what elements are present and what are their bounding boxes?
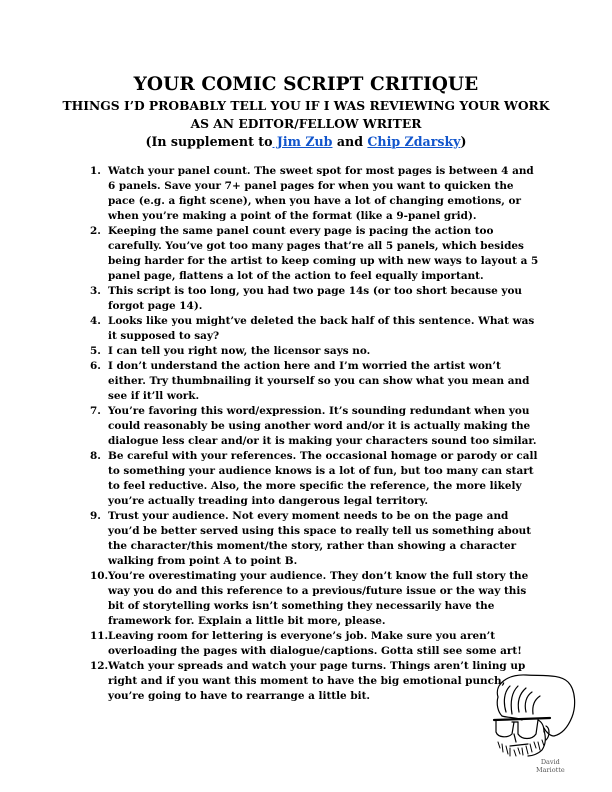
item-text: I don’t understand the action here and I’m worried the artist won’t either. Try thumbnailing it yourself so you can show what you mean and see if it’ll work. — [108, 360, 530, 402]
item-number: 2. — [90, 225, 101, 237]
portrait-caption — [536, 758, 565, 774]
item-number: 6. — [90, 360, 101, 372]
list-item — [90, 404, 540, 449]
item-text: Leaving room for lettering is everyone’s job. Make sure you aren’t overloading the pages with dialogue/captions. Gotta still see some art! — [108, 630, 522, 657]
list-item — [90, 359, 540, 404]
item-text: This script is too long, you had two page 14s (or too short because you forgot page 14). — [108, 285, 523, 312]
list-item — [90, 314, 540, 344]
item-number: 10. — [90, 570, 109, 582]
item-number: 7. — [90, 405, 101, 417]
supplement-middle: and — [332, 134, 368, 149]
item-number: 5. — [90, 345, 101, 357]
item-number: 12. — [90, 660, 109, 672]
item-number: 11. — [90, 630, 109, 642]
subtitle-line-2: AS AN EDITOR/FELLOW WRITER — [190, 116, 422, 131]
item-text: Watch your panel count. The sweet spot for most pages is between 4 and 6 panels. Save your 7+ panel pages for when you want to quicken the pace (e.g. a fight scene), when you have a lot of changing emotions, or when you’re making a point of the format (like a 9-panel grid). — [108, 165, 534, 222]
list-item — [90, 344, 540, 359]
item-text: Watch your spreads and watch your page turns. Things aren’t lining up right and if you want this moment to have the big emotional punch, you’re going to have to rearrange a little bit. — [108, 660, 526, 702]
item-number: 9. — [90, 510, 101, 522]
list-item — [90, 164, 540, 224]
item-number: 4. — [90, 315, 101, 327]
item-text: You’re overestimating your audience. They don’t know the full story the way you do and this reference to a previous/future issue or the way this bit of storytelling works isn’t something they necessarily have the framework for. Explain a little bit more, please. — [108, 570, 529, 627]
supplement-line — [0, 134, 612, 149]
link-chip-zdarsky[interactable]: Chip Zdarsky — [367, 134, 461, 149]
list-item — [90, 569, 540, 629]
list-item — [90, 659, 540, 704]
caption-last-name: Mariotte — [536, 766, 565, 774]
item-text: Trust your audience. Not every moment needs to be on the page and you’d be better served using this space to really tell us something about the character/this moment/the story, rather than showing a character walking from point A to point B. — [108, 510, 532, 567]
link-jim-zub[interactable]: Jim Zub — [272, 134, 333, 149]
list-item — [90, 449, 540, 509]
item-number: 3. — [90, 285, 101, 297]
item-text: You’re favoring this word/expression. It’s sounding redundant when you could reasonably be using another word and/or it is actually making the dialogue less clear and/or it is making your characters sound too similar. — [108, 405, 537, 447]
caption-first-name: David — [540, 758, 560, 766]
page-title: YOUR COMIC SCRIPT CRITIQUE — [133, 74, 479, 95]
subtitle-line-1: THINGS I’D PROBABLY TELL YOU IF I WAS REVIEWING YOUR WORK — [62, 98, 550, 113]
critique-list — [90, 164, 540, 704]
item-number: 8. — [90, 450, 101, 462]
item-text: Be careful with your references. The occasional homage or parody or call to something your audience knows is a lot of fun, but too many can start to feel reductive. Also, the more specific the reference, the more likely you’re actually treading into dangerous legal territory. — [108, 450, 538, 507]
item-text: I can tell you right now, the licensor says no. — [108, 345, 371, 357]
list-item — [90, 284, 540, 314]
item-number: 1. — [90, 165, 101, 177]
list-item — [90, 509, 540, 569]
supplement-suffix: ) — [460, 134, 467, 149]
supplement-prefix: (In supplement to — [145, 134, 273, 149]
list-item — [90, 224, 540, 284]
item-text: Keeping the same panel count every page is pacing the action too carefully. You’ve got too many pages that’re all 5 panels, which besides being harder for the artist to keep coming up with new ways to layout a 5 panel page, flattens a lot of the action to feel equally important. — [108, 225, 539, 282]
item-text: Looks like you might’ve deleted the back half of this sentence. What was it supposed to say? — [108, 315, 535, 342]
list-item — [90, 629, 540, 659]
